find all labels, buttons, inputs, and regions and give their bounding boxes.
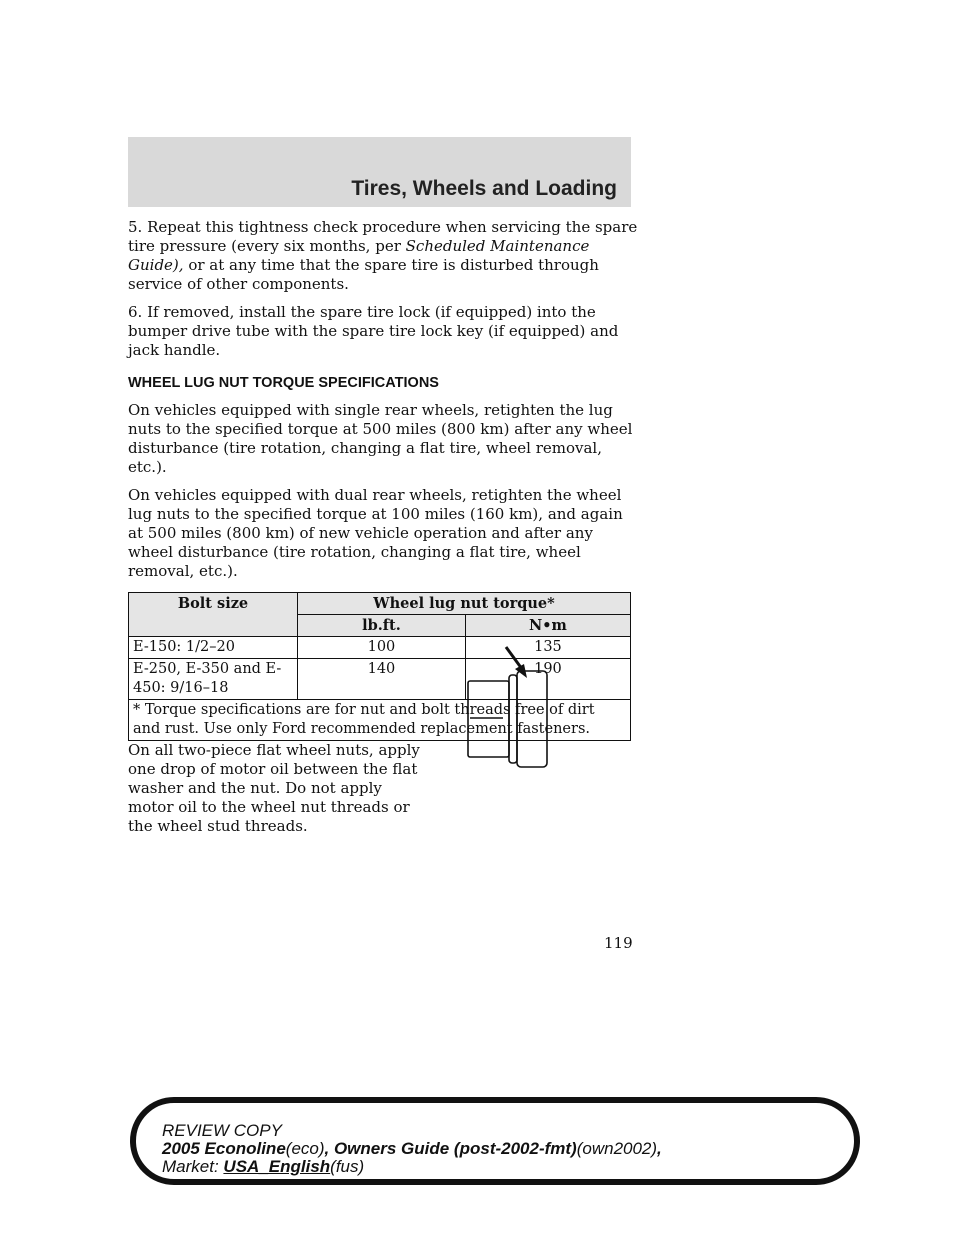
guide-name: , Owners Guide (post-2002-fmt) bbox=[324, 1139, 577, 1158]
wheel-nut-diagram bbox=[448, 645, 558, 770]
step-5-text: 5. Repeat this tightness check procedure when servicing the spare tire pressure (every six months, per bbox=[128, 218, 638, 255]
table-header-row bbox=[129, 593, 631, 615]
nm-cell: 190 bbox=[465, 659, 630, 700]
step-6-paragraph: 6. If removed, install the spare tire lock (if equipped) into the bumper drive tube with the spare tire lock key (if equipped) and jack handle. bbox=[128, 303, 619, 359]
nut-body bbox=[468, 681, 509, 757]
bolt-size-header: Bolt size bbox=[129, 593, 298, 637]
nm-cell: 135 bbox=[465, 637, 630, 659]
flat-washer bbox=[517, 671, 547, 767]
torque-spec-heading: WHEEL LUG NUT TORQUE SPECIFICATIONS bbox=[128, 375, 439, 391]
single-rear-wheels-paragraph: On vehicles equipped with single rear wheels, retighten the lug nuts to the specified torque at 500 miles (800 km) after any wheel disturbance (tire rotation, changing a flat tire, wheel removal, etc.). bbox=[128, 401, 633, 476]
bolt-size-cell: E-250, E-350 and E-450: 9/16–18 bbox=[129, 659, 298, 700]
lbft-cell: 100 bbox=[298, 637, 466, 659]
bolt-size-cell: E-150: 1/2–20 bbox=[129, 637, 298, 659]
model-name: 2005 Econoline bbox=[162, 1139, 286, 1158]
torque-header: Wheel lug nut torque* bbox=[298, 593, 631, 615]
dual-rear-wheels-paragraph: On vehicles equipped with dual rear wheels, retighten the wheel lug nuts to the specified torque at 100 miles (160 km), and again at 500 miles (800 km) of new vehicle operation and after any wheel disturbance (tire rotation, changing a flat tire, wheel removal, etc.). bbox=[128, 486, 623, 580]
page-number: 119 bbox=[604, 934, 633, 952]
unit-nm-header: N•m bbox=[465, 615, 630, 637]
separator: , bbox=[657, 1139, 662, 1158]
maintenance-guide-reference: Scheduled Maintenance Guide), bbox=[128, 237, 590, 274]
model-line bbox=[162, 1140, 662, 1158]
step-5-paragraph bbox=[128, 218, 638, 294]
flat-washer-inner bbox=[509, 675, 517, 763]
review-copy-text bbox=[162, 1122, 662, 1176]
page-content bbox=[128, 218, 638, 845]
guide-code: (own2002) bbox=[576, 1139, 658, 1158]
section-title: Tires, Wheels and Loading bbox=[351, 177, 617, 200]
model-code: (eco) bbox=[285, 1139, 325, 1158]
step-5-text-end: or at any time that the spare tire is disturbed through service of other components. bbox=[128, 256, 599, 293]
review-copy-line: REVIEW COPY bbox=[162, 1121, 282, 1140]
market-label: Market: bbox=[162, 1157, 219, 1176]
lbft-cell: 140 bbox=[298, 659, 466, 700]
market-code: (fus) bbox=[330, 1157, 365, 1176]
section-header-band bbox=[128, 137, 631, 207]
market-line bbox=[162, 1158, 662, 1176]
unit-lbft-header: lb.ft. bbox=[298, 615, 466, 637]
torque-footnote: * Torque specifications are for nut and bolt threads free of dirt and rust. Use only Ford recommended replacement fasteners. bbox=[129, 700, 631, 741]
motor-oil-paragraph: On all two-piece flat wheel nuts, apply one drop of motor oil between the flat washer and the nut. Do not apply motor oil to the wheel nut threads or the wheel stud threads. bbox=[128, 741, 420, 835]
market-value: USA_English bbox=[223, 1157, 331, 1176]
